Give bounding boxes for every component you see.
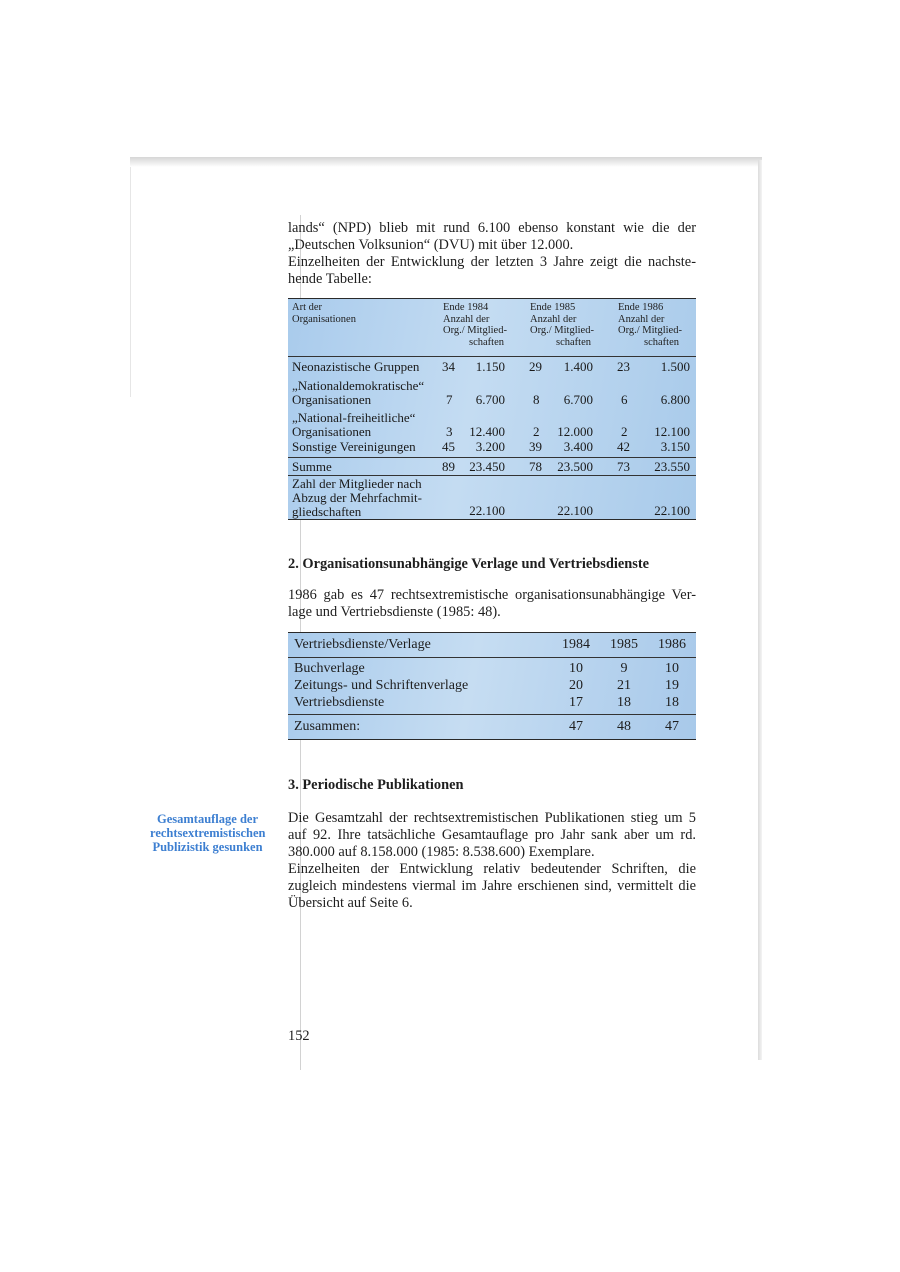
label-line: „National-freiheitliche“ bbox=[292, 410, 416, 425]
table-header-year: 1984 bbox=[562, 637, 590, 652]
table-cell: 23 bbox=[617, 359, 630, 374]
table-total-label: Zusammen: bbox=[294, 719, 361, 734]
table-cell: 39 bbox=[529, 439, 542, 454]
header-line: schaften bbox=[556, 336, 591, 348]
header-line: Art der bbox=[292, 302, 323, 313]
text-line: Übersicht auf Seite 6. bbox=[288, 895, 413, 911]
header-line: Anzahl der bbox=[530, 313, 577, 325]
table-cell: 73 bbox=[617, 459, 630, 474]
header-line: Anzahl der bbox=[443, 313, 490, 325]
label-line: Organisationen bbox=[292, 392, 372, 407]
header-line: Ende 1986 bbox=[618, 302, 664, 313]
table-cell: 18 bbox=[665, 695, 679, 710]
table-cell: 18 bbox=[617, 695, 631, 710]
table-row-label: Vertriebsdienste bbox=[294, 695, 385, 710]
table-cell: 22.100 bbox=[557, 503, 593, 518]
table-sum-label: Summe bbox=[292, 459, 332, 474]
table-cell: 23.500 bbox=[557, 459, 593, 474]
table-cell: 23.450 bbox=[469, 459, 505, 474]
table-header-1984 bbox=[443, 302, 523, 348]
table-cell: 48 bbox=[617, 719, 631, 734]
text-line: Einzelheiten der Entwicklung relativ bedeutender Schriften, die bbox=[288, 861, 696, 877]
table-cell: 9 bbox=[620, 661, 628, 676]
text-line: 380.000 auf 8.158.000 (1985: 8.538.600) Exemplare. bbox=[288, 844, 595, 860]
scan-edge-right bbox=[758, 160, 762, 1060]
table-header-type bbox=[292, 302, 356, 325]
intro-line: Einzelheiten der Entwicklung der letzten 3 Jahre zeigt die nachste- bbox=[288, 254, 696, 270]
section3-paragraph bbox=[288, 810, 696, 912]
table-rule bbox=[288, 457, 696, 458]
table-cell: 6.800 bbox=[660, 392, 690, 407]
table-cell: 45 bbox=[442, 439, 455, 454]
label-line: „Nationaldemokratische“ bbox=[292, 378, 425, 393]
scan-edge-top bbox=[130, 157, 762, 167]
table-rule bbox=[288, 714, 696, 715]
table-cell: 6 bbox=[621, 392, 628, 407]
header-line: Organisationen bbox=[292, 313, 356, 325]
header-line: Org./ Mitglied- bbox=[618, 325, 682, 336]
table-cell: 21 bbox=[617, 678, 631, 693]
table-header-year: 1985 bbox=[610, 637, 638, 652]
table-cell: 22.100 bbox=[469, 503, 505, 518]
header-line: Anzahl der bbox=[618, 313, 665, 325]
publishers-table bbox=[288, 632, 696, 740]
table-cell: 1.400 bbox=[563, 359, 593, 374]
text-line: lage und Vertriebsdienste (1985: 48). bbox=[288, 604, 501, 620]
table-cell: 12.100 bbox=[654, 424, 690, 439]
table-cell: 34 bbox=[442, 359, 455, 374]
table-cell: 8 bbox=[533, 392, 540, 407]
label-line: Abzug der Mehrfachmit- bbox=[292, 490, 422, 505]
table-header-1985 bbox=[530, 302, 610, 348]
section2-paragraph bbox=[288, 587, 696, 621]
text-line: Die Gesamtzahl der rechtsextremistischen Publikationen stieg um 5 bbox=[288, 810, 696, 826]
table-cell: 12.000 bbox=[557, 424, 593, 439]
table-cell: 22.100 bbox=[654, 503, 690, 518]
intro-line: hende Tabelle: bbox=[288, 271, 372, 287]
page-number: 152 bbox=[288, 1028, 310, 1044]
organisations-table bbox=[288, 298, 696, 520]
text-line: zugleich mindestens viermal im Jahre erschienen sind, vermittelt die bbox=[288, 878, 696, 894]
table-cell: 6.700 bbox=[563, 392, 593, 407]
table-header-label: Vertriebsdienste/Verlage bbox=[294, 637, 431, 652]
header-line: schaften bbox=[644, 336, 679, 348]
table-cell: 17 bbox=[569, 695, 583, 710]
header-line: schaften bbox=[469, 336, 504, 348]
table-row-label: Sonstige Vereinigungen bbox=[292, 439, 416, 454]
table-cell: 1.500 bbox=[660, 359, 690, 374]
table-cell: 29 bbox=[529, 359, 542, 374]
section-heading: 2. Organisationsunabhängige Verlage und Vertriebsdienste bbox=[288, 556, 650, 572]
label-line: Zahl der Mitglieder nach bbox=[292, 476, 422, 491]
intro-paragraph bbox=[288, 220, 696, 288]
table-header-year: 1986 bbox=[658, 637, 686, 652]
table-cell: 10 bbox=[665, 661, 679, 676]
table-cell: 20 bbox=[569, 678, 583, 693]
table-header-1986 bbox=[618, 302, 698, 348]
header-line: Org./ Mitglied- bbox=[443, 325, 507, 336]
intro-line: lands“ (NPD) blieb mit rund 6.100 ebenso konstant wie die der bbox=[288, 220, 696, 236]
text-line: 1986 gab es 47 rechtsextremistische organisationsunabhängige Ver- bbox=[288, 587, 696, 603]
table-cell: 42 bbox=[617, 439, 630, 454]
margin-note: Gesamtauflage der rechtsextremistischen Publizistik gesunken bbox=[150, 812, 266, 854]
table-rule bbox=[288, 356, 696, 357]
table-cell: 3.150 bbox=[660, 439, 690, 454]
table-rule bbox=[288, 657, 696, 658]
header-line: Org./ Mitglied- bbox=[530, 325, 594, 336]
section-heading: 3. Periodische Publikationen bbox=[288, 777, 464, 793]
table-cell: 3 bbox=[446, 424, 453, 439]
table-cell: 19 bbox=[665, 678, 679, 693]
table-cell: 89 bbox=[442, 459, 455, 474]
label-line: Organisationen bbox=[292, 424, 372, 439]
table-row-label: Zeitungs- und Schriftenverlage bbox=[294, 678, 469, 693]
table-net-label bbox=[292, 477, 422, 519]
header-line: Ende 1985 bbox=[530, 302, 576, 313]
table-cell: 12.400 bbox=[469, 424, 505, 439]
table-cell: 2 bbox=[533, 424, 540, 439]
table-cell: 47 bbox=[665, 719, 679, 734]
table-row-label: Buchverlage bbox=[294, 661, 365, 676]
table-cell: 7 bbox=[446, 392, 453, 407]
intro-line: „Deutschen Volksunion“ (DVU) mit über 12.000. bbox=[288, 237, 574, 253]
label-line: gliedschaften bbox=[292, 504, 362, 519]
table-row-label bbox=[292, 379, 424, 407]
table-row-label bbox=[292, 411, 415, 439]
table-cell: 2 bbox=[621, 424, 628, 439]
table-cell: 23.550 bbox=[654, 459, 690, 474]
scan-edge-left bbox=[130, 167, 131, 397]
header-line: Ende 1984 bbox=[443, 302, 489, 313]
table-cell: 3.400 bbox=[563, 439, 593, 454]
table-cell: 6.700 bbox=[475, 392, 505, 407]
table-cell: 1.150 bbox=[475, 359, 505, 374]
table-cell: 3.200 bbox=[475, 439, 505, 454]
text-line: auf 92. Ihre tatsächliche Gesamtauflage pro Jahr sank aber um rd. bbox=[288, 827, 696, 843]
table-cell: 47 bbox=[569, 719, 583, 734]
table-cell: 10 bbox=[569, 661, 583, 676]
table-cell: 78 bbox=[529, 459, 542, 474]
table-row-label: Neonazistische Gruppen bbox=[292, 359, 420, 374]
